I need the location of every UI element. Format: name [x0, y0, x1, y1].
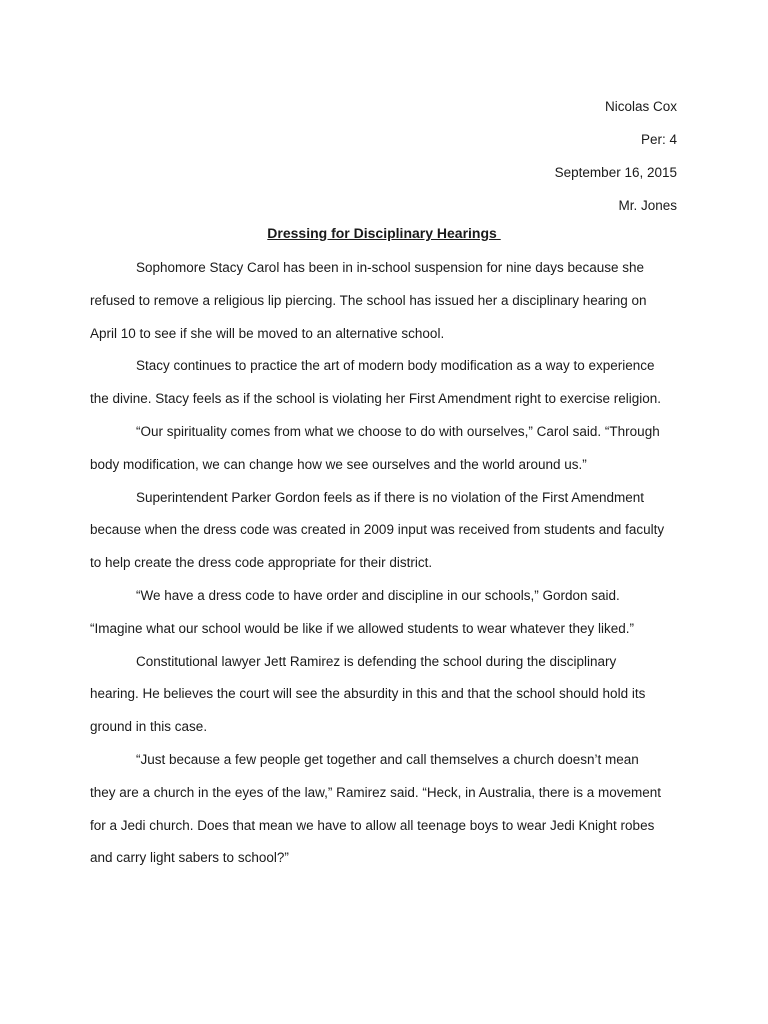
paragraph-7	[90, 744, 680, 875]
paragraph-line: for a Jedi church. Does that mean we have to allow all teenage boys to wear Jedi Knight robes	[90, 817, 655, 833]
paragraph-line: they are a church in the eyes of the law,” Ramirez said. “Heck, in Australia, there is a movement	[90, 784, 662, 800]
paragraph-line: “Imagine what our school would be like if we allowed students to wear whatever they liked.”	[90, 620, 635, 636]
teacher-name: Mr. Jones	[618, 198, 677, 213]
paragraph-line: ground in this case.	[90, 719, 208, 735]
paragraph-line: because when the dress code was created in 2009 input was received from students and faculty	[90, 522, 665, 538]
paragraph-line: hearing. He believes the court will see the absurdity in this and that the school should hold its	[90, 686, 646, 702]
document-body	[90, 252, 680, 875]
paragraph-2	[90, 350, 680, 416]
paragraph-6	[90, 646, 680, 744]
paragraph-line: Constitutional lawyer Jett Ramirez is defending the school during the disciplinary	[136, 653, 617, 669]
paragraph-line: the divine. Stacy feels as if the school is violating her First Amendment right to exercise religion.	[90, 391, 662, 407]
paragraph-line: to help create the dress code appropriate for their district.	[90, 555, 433, 571]
document-title: Dressing for Disciplinary Hearings	[267, 225, 501, 241]
paragraph-line: body modification, we can change how we see ourselves and the world around us.”	[90, 456, 587, 472]
paragraph-line: Stacy continues to practice the art of modern body modification as a way to experience	[136, 358, 655, 374]
class-period: Per: 4	[640, 132, 677, 147]
paragraph-5	[90, 580, 680, 646]
paragraph-1	[90, 252, 680, 350]
paragraph-3	[90, 416, 680, 482]
author-name: Nicolas Cox	[604, 99, 677, 114]
paragraph-4	[90, 482, 680, 580]
paragraph-line: Superintendent Parker Gordon feels as if there is no violation of the First Amendment	[136, 489, 645, 505]
paragraph-line: “Just because a few people get together and call themselves a church doesn’t mean	[136, 751, 639, 767]
paragraph-line: April 10 to see if she will be moved to an alternative school.	[90, 325, 445, 341]
paragraph-line: and carry light sabers to school?”	[90, 850, 289, 866]
document-header	[555, 90, 677, 222]
paragraph-line: “We have a dress code to have order and discipline in our schools,” Gordon said.	[136, 587, 620, 603]
paragraph-line: Sophomore Stacy Carol has been in in-school suspension for nine days because she	[136, 260, 645, 275]
document-date: September 16, 2015	[554, 165, 677, 180]
paragraph-line: refused to remove a religious lip piercing. The school has issued her a disciplinary hearing on	[90, 292, 647, 308]
paragraph-line: “Our spirituality comes from what we choose to do with ourselves,” Carol said. “Through	[136, 423, 660, 439]
